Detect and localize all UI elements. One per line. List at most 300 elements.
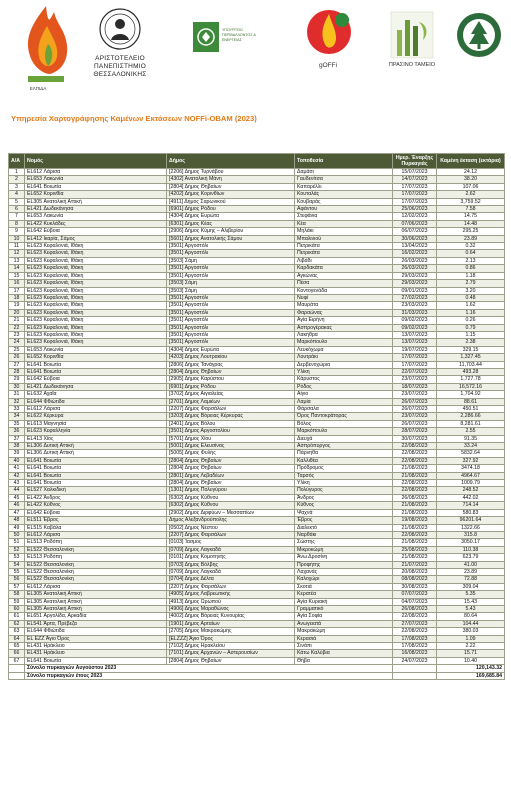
row-start-date: 13/04/2023: [393, 243, 437, 250]
row-municipality: [3501] Αργοστόλι: [167, 331, 295, 338]
table-row: [9, 598, 505, 605]
row-municipality: [2804] Δήμος Θηβαίων: [167, 183, 295, 190]
table-row: [9, 643, 505, 650]
table-row: [9, 383, 505, 390]
page-title: Υπηρεσία Χαρτογράφησης Καμένων Εκτάσεων NOFFi-OBAM (2023): [11, 114, 257, 123]
row-index: 38: [9, 443, 25, 450]
row-start-date: 26/08/2023: [393, 605, 437, 612]
row-index: 12: [9, 250, 25, 257]
table-row: [9, 576, 505, 583]
row-location: Νυφί: [295, 294, 393, 301]
row-municipality: [2401] Δήμος Βόλου: [167, 420, 295, 427]
row-location: Σώστης: [295, 539, 393, 546]
row-municipality: [3501] Αργοστόλι: [167, 339, 295, 346]
row-index: 39: [9, 450, 25, 457]
row-location: Ρόδος: [295, 383, 393, 390]
row-prefecture: EL522 Θεσσαλονίκη: [25, 568, 167, 575]
row-location: Δερβενοχώρια: [295, 361, 393, 368]
row-index: 24: [9, 339, 25, 346]
row-start-date: 30/06/2023: [393, 235, 437, 242]
row-index: 10: [9, 235, 25, 242]
row-start-date: 27/02/2023: [393, 294, 437, 301]
row-prefecture: EL623 Κεφαλονιά, Ιθάκη: [25, 243, 167, 250]
row-prefecture: EL306 Δυτική Αττική: [25, 450, 167, 457]
total-spacer: [9, 665, 25, 672]
table-row: [9, 331, 505, 338]
row-index: 48: [9, 517, 25, 524]
table-row: [9, 309, 505, 316]
row-prefecture: EL612 Λάρισα: [25, 583, 167, 590]
row-prefecture: EL642 Εύβοια: [25, 228, 167, 235]
row-start-date: 22/08/2023: [393, 443, 437, 450]
row-index: 58: [9, 591, 25, 598]
row-burned-area: 107.06: [437, 183, 505, 190]
row-start-date: 26/07/2023: [393, 406, 437, 413]
table-row: [9, 465, 505, 472]
row-municipality: [2806] Δήμος Τανάγρας: [167, 361, 295, 368]
row-index: 52: [9, 546, 25, 553]
row-prefecture: EL527 Χαλκιδική: [25, 487, 167, 494]
table-row: [9, 250, 505, 257]
row-location: Προφήτης: [295, 561, 393, 568]
table-row: [9, 531, 505, 538]
row-prefecture: EL653 Λακωνία: [25, 346, 167, 353]
table-row: [9, 280, 505, 287]
row-burned-area: 110.38: [437, 546, 505, 553]
row-municipality: [3501] Αργοστόλι: [167, 272, 295, 279]
row-location: Φάρσαλα: [295, 406, 393, 413]
row-start-date: 08/08/2023: [393, 576, 437, 583]
row-prefecture: EL305 Ανατολική Αττική: [25, 198, 167, 205]
table-row: [9, 517, 505, 524]
row-start-date: 17/08/2023: [393, 643, 437, 650]
row-location: Κερασιά: [295, 635, 393, 642]
row-index: 23: [9, 331, 25, 338]
row-prefecture: EL644 Φθιώτιδα: [25, 398, 167, 405]
row-start-date: 14/07/2023: [393, 176, 437, 183]
row-start-date: 31/03/2023: [393, 309, 437, 316]
total-row-year: [9, 672, 505, 679]
table-row: [9, 265, 505, 272]
row-burned-area: 309.04: [437, 583, 505, 590]
row-prefecture: EL513 Ροδόπη: [25, 539, 167, 546]
row-prefecture: EL305 Ανατολική Αττική: [25, 605, 167, 612]
row-location: Κουταλάς: [295, 191, 393, 198]
row-start-date: 21/07/2023: [393, 561, 437, 568]
row-start-date: 09/01/2023: [393, 287, 437, 294]
row-location: Κοντογενάδα: [295, 287, 393, 294]
row-start-date: 23/07/2023: [393, 376, 437, 383]
col-header-burned-area: Καμένη έκταση (εκτάρια): [437, 154, 505, 169]
row-municipality: [2705] Δήμος Μακρακώμης: [167, 628, 295, 635]
row-location: Λακήθρα: [295, 331, 393, 338]
table-row: [9, 169, 505, 176]
row-start-date: 17/07/2023: [393, 361, 437, 368]
row-burned-area: 1.15: [437, 331, 505, 338]
row-index: 9: [9, 228, 25, 235]
table-row: [9, 354, 505, 361]
table-row: [9, 317, 505, 324]
row-burned-area: 1.16: [437, 309, 505, 316]
table-row: [9, 635, 505, 642]
table-row: [9, 176, 505, 183]
row-location: Μαρκόπουλο: [295, 428, 393, 435]
row-index: 13: [9, 257, 25, 264]
row-burned-area: 88.61: [437, 398, 505, 405]
table-row: [9, 494, 505, 501]
row-start-date: 22/08/2023: [393, 613, 437, 620]
row-municipality: [2804] Δήμος Θηβαίων: [167, 657, 295, 664]
elpida-logo: [20, 4, 72, 84]
row-municipality: [5601] Δήμος Ανατολικής Σάμου: [167, 235, 295, 242]
row-municipality: [3503] Σάμη: [167, 287, 295, 294]
row-start-date: 09/02/2023: [393, 324, 437, 331]
row-prefecture: EL623 Κεφαλονιά, Ιθάκη: [25, 280, 167, 287]
row-burned-area: 0.64: [437, 250, 505, 257]
row-municipality: [2804] Δήμος Θηβαίων: [167, 368, 295, 375]
row-index: 64: [9, 635, 25, 642]
table-row: [9, 480, 505, 487]
row-location: Πολύγυρος: [295, 487, 393, 494]
row-prefecture: EL623 Κεφαλονιά, Ιθάκη: [25, 294, 167, 301]
row-prefecture: EL641 Βοιωτία: [25, 465, 167, 472]
row-location: Μπαλινιού: [295, 235, 393, 242]
row-prefecture: EL651 Αργολίδα, Αρκαδία: [25, 613, 167, 620]
row-start-date: 23/07/2023: [393, 391, 437, 398]
row-prefecture: EL623 Κεφαλονιά, Ιθάκη: [25, 339, 167, 346]
row-location: Σκοτιά: [295, 583, 393, 590]
row-index: 26: [9, 354, 25, 361]
row-prefecture: EL623 Κεφαλονιά, Ιθάκη: [25, 324, 167, 331]
row-prefecture: EL422 Κύθνος: [25, 502, 167, 509]
row-prefecture: EL623 Κεφαλονιά, Ιθάκη: [25, 265, 167, 272]
row-prefecture: EL612 Λάρισα: [25, 169, 167, 176]
row-municipality: [3501] Αργοστόλι: [167, 309, 295, 316]
row-index: 34: [9, 413, 25, 420]
row-location: Μαρκόπουλο: [295, 339, 393, 346]
row-location: Ανωγειατά: [295, 620, 393, 627]
row-burned-area: 38.20: [437, 176, 505, 183]
row-location: Καλλιθέα: [295, 457, 393, 464]
row-municipality: [2206] Δήμος Τυρνάβου: [167, 169, 295, 176]
row-municipality: [0103] Ίασμος: [167, 539, 295, 546]
row-start-date: 22/07/2023: [393, 368, 437, 375]
total-value-august: 120,143.32: [437, 665, 505, 672]
row-burned-area: 1322.66: [437, 524, 505, 531]
row-burned-area: 24.12: [437, 169, 505, 176]
row-start-date: 27/07/2023: [393, 620, 437, 627]
row-burned-area: 41.00: [437, 561, 505, 568]
row-prefecture: EL412 Ικαρία, Σάμος: [25, 235, 167, 242]
row-prefecture: EL522 Θεσσαλονίκη: [25, 546, 167, 553]
row-start-date: 28/07/2023: [393, 428, 437, 435]
row-municipality: [0703] Δήμος Βόλβης: [167, 561, 295, 568]
row-prefecture: EL623 Κεφαλονιά, Ιθάκη: [25, 272, 167, 279]
row-location: Μικροκώμη: [295, 546, 393, 553]
table-row: [9, 591, 505, 598]
row-start-date: 17/07/2023: [393, 183, 437, 190]
row-prefecture: EL522 Θεσσαλονίκη: [25, 561, 167, 568]
row-index: 41: [9, 465, 25, 472]
row-municipality: [7101] Δήμος Αρχανών – Αστερουσίων: [167, 650, 295, 657]
row-prefecture: EL541 Άρτα, Πρέβεζα: [25, 620, 167, 627]
table-row: [9, 368, 505, 375]
logo-bar: [0, 0, 511, 100]
row-burned-area: 295.25: [437, 228, 505, 235]
row-burned-area: 15.71: [437, 650, 505, 657]
forest-service-logo: [456, 12, 502, 58]
col-header-municipality: Δήμος: [167, 154, 295, 169]
row-burned-area: 1.09: [437, 635, 505, 642]
row-burned-area: 3474.18: [437, 465, 505, 472]
row-burned-area: 2.38: [437, 339, 505, 346]
row-start-date: 13/07/2023: [393, 331, 437, 338]
row-burned-area: 1,727.78: [437, 376, 505, 383]
row-index: 8: [9, 220, 25, 227]
table-row: [9, 657, 505, 664]
row-location: Άνω Δροσίνη: [295, 554, 393, 561]
row-prefecture: EL652 Κορινθία: [25, 191, 167, 198]
table-row: [9, 450, 505, 457]
row-start-date: 29/03/2023: [393, 272, 437, 279]
row-index: 11: [9, 243, 25, 250]
row-index: 27: [9, 361, 25, 368]
row-prefecture: EL641 Βοιωτία: [25, 368, 167, 375]
row-municipality: [4905] Δήμος Λαβρεωτικής: [167, 591, 295, 598]
row-burned-area: 2.13: [437, 257, 505, 264]
auth-logo: [99, 8, 141, 50]
row-burned-area: 714.14: [437, 502, 505, 509]
row-index: 33: [9, 406, 25, 413]
row-start-date: 22/08/2023: [393, 487, 437, 494]
row-municipality: [4203] Δήμος Λουτρακίου: [167, 354, 295, 361]
row-index: 22: [9, 324, 25, 331]
row-burned-area: 1009.79: [437, 480, 505, 487]
row-start-date: 22/08/2023: [393, 480, 437, 487]
row-burned-area: 0.86: [437, 265, 505, 272]
row-location: Κάρυστος: [295, 376, 393, 383]
row-location: Πέσα: [295, 280, 393, 287]
row-index: 18: [9, 294, 25, 301]
row-burned-area: 23.89: [437, 235, 505, 242]
row-index: 32: [9, 398, 25, 405]
table-row: [9, 568, 505, 575]
row-location: Ναρθάκι: [295, 531, 393, 538]
row-index: 67: [9, 657, 25, 664]
row-prefecture: EL623 Κεφαλληνία: [25, 428, 167, 435]
row-prefecture: EL623 Κεφαλονιά, Ιθάκη: [25, 257, 167, 264]
row-burned-area: 0.79: [437, 324, 505, 331]
row-index: 30: [9, 383, 25, 390]
row-location: Λιβάδι: [295, 257, 393, 264]
row-burned-area: 72.88: [437, 576, 505, 583]
row-location: Μηλάκι: [295, 228, 393, 235]
row-municipality: [3501] Δήμος Αργοστολίου: [167, 428, 295, 435]
row-prefecture: EL421 Δωδεκάνησα: [25, 383, 167, 390]
row-burned-area: 3050.17: [437, 539, 505, 546]
row-prefecture: EL511 Έβρος: [25, 517, 167, 524]
row-start-date: 22/08/2023: [393, 450, 437, 457]
table-row: [9, 435, 505, 442]
row-location: Λαμία: [295, 398, 393, 405]
goffi-logo: [304, 6, 354, 62]
row-location: Κουβαράς: [295, 198, 393, 205]
table-row: [9, 650, 505, 657]
table-body: [9, 169, 505, 665]
row-burned-area: 8,281.61: [437, 420, 505, 427]
row-municipality: [5701] Δήμος Χίου: [167, 435, 295, 442]
row-burned-area: 7.58: [437, 206, 505, 213]
row-location: Κύθνος: [295, 502, 393, 509]
row-prefecture: EL EZZ Άγιο Όρος: [25, 635, 167, 642]
goffi-caption: gOFFi: [318, 62, 338, 69]
table-row: [9, 628, 505, 635]
row-start-date: 17/07/2023: [393, 198, 437, 205]
row-location: Αφάντου: [295, 206, 393, 213]
row-prefecture: EL653 Λακωνία: [25, 213, 167, 220]
row-location: Βόλος: [295, 420, 393, 427]
row-location: Υλίκη: [295, 368, 393, 375]
row-burned-area: 2.79: [437, 280, 505, 287]
row-municipality: [4302] Ανατολική Μάνη: [167, 176, 295, 183]
row-municipality: [3503] Σάμη: [167, 280, 295, 287]
row-municipality: [0101] Δήμος Κομοτηνής: [167, 554, 295, 561]
row-municipality: [0502] Δήμος Νέστου: [167, 524, 295, 531]
col-header-prefecture: Νομός: [25, 154, 167, 169]
auth-caption-2: ΠΑΝΕΠΙΣΤΗΜΙΟ: [94, 63, 146, 70]
row-start-date: 26/08/2023: [393, 494, 437, 501]
row-burned-area: 16,572.16: [437, 383, 505, 390]
row-prefecture: EL623 Κεφαλονιά, Ιθάκη: [25, 317, 167, 324]
row-location: Πάρνηθα: [295, 450, 393, 457]
row-prefecture: EL431 Ηράκλειο: [25, 650, 167, 657]
table-row: [9, 346, 505, 353]
row-municipality: [2207] Δήμος Φαρσάλων: [167, 406, 295, 413]
table-row: [9, 457, 505, 464]
row-index: 62: [9, 620, 25, 627]
row-municipality: [0704] Δήμος Δέλτα: [167, 576, 295, 583]
row-location: Κέα: [295, 220, 393, 227]
row-location: Αγία Σοφία: [295, 613, 393, 620]
row-municipality: [6302] Δήμος Κύθνου: [167, 502, 295, 509]
row-index: 1: [9, 169, 25, 176]
auth-caption-3: ΘΕΣΣΑΛΟΝΙΚΗΣ: [93, 71, 147, 78]
row-start-date: 26/03/2023: [393, 257, 437, 264]
row-municipality: [ELZZZ] Άγιο Όρος: [167, 635, 295, 642]
row-municipality: [6302] Δήμος Κύθνου: [167, 494, 295, 501]
row-index: 31: [9, 391, 25, 398]
row-start-date: 04/07/2023: [393, 598, 437, 605]
row-prefecture: EL641 Βοιωτία: [25, 472, 167, 479]
row-index: 61: [9, 613, 25, 620]
row-index: 65: [9, 643, 25, 650]
table-row: [9, 605, 505, 612]
table-row: [9, 509, 505, 516]
table-row: [9, 191, 505, 198]
row-prefecture: EL422 Άνδρος: [25, 494, 167, 501]
row-burned-area: 0.32: [437, 243, 505, 250]
row-location: Κάτω Καλύβια: [295, 650, 393, 657]
row-start-date: 07/06/2023: [393, 220, 437, 227]
row-index: 35: [9, 420, 25, 427]
row-location: Πρόδρομος: [295, 465, 393, 472]
row-start-date: 12/02/2023: [393, 213, 437, 220]
row-burned-area: 2,286.66: [437, 413, 505, 420]
table-footer: [9, 665, 505, 680]
row-municipality: [3501] Αργοστόλι: [167, 250, 295, 257]
row-start-date: 24/07/2023: [393, 657, 437, 664]
row-index: 46: [9, 502, 25, 509]
row-prefecture: EL422 Κυκλάδες: [25, 220, 167, 227]
row-burned-area: 10.40: [437, 657, 505, 664]
row-index: 59: [9, 598, 25, 605]
row-index: 7: [9, 213, 25, 220]
col-header-start-date: Ημερ. Έναρξης Πυρκαγιάς: [393, 154, 437, 169]
table-row: [9, 228, 505, 235]
row-burned-area: 442.02: [437, 494, 505, 501]
row-location: Θήβα: [295, 657, 393, 664]
row-index: 20: [9, 309, 25, 316]
total-spacer: [393, 665, 437, 672]
row-burned-area: 11,703.44: [437, 361, 505, 368]
row-start-date: 18/07/2023: [393, 383, 437, 390]
row-municipality: [6901] Δήμος Ρόδου: [167, 383, 295, 390]
table-row: [9, 198, 505, 205]
row-burned-area: 91.35: [437, 435, 505, 442]
row-start-date: 21/08/2023: [393, 502, 437, 509]
row-location: Λουτράκι: [295, 354, 393, 361]
row-burned-area: 2.62: [437, 191, 505, 198]
row-municipality: [2207] Δήμος Φαρσάλων: [167, 583, 295, 590]
table-row: [9, 220, 505, 227]
row-start-date: 13/07/2023: [393, 339, 437, 346]
row-burned-area: 96201.64: [437, 517, 505, 524]
row-location: Πετρικάτα: [295, 250, 393, 257]
table-row: [9, 243, 505, 250]
row-burned-area: 3,759.52: [437, 198, 505, 205]
row-prefecture: EL641 Βοιωτία: [25, 657, 167, 664]
row-start-date: 25/06/2023: [393, 206, 437, 213]
row-prefecture: EL652 Κορινθία: [25, 354, 167, 361]
row-burned-area: 380.03: [437, 628, 505, 635]
table-row: [9, 428, 505, 435]
row-index: 19: [9, 302, 25, 309]
row-start-date: 21/08/2023: [393, 465, 437, 472]
row-prefecture: EL632 Αχαΐα: [25, 391, 167, 398]
row-municipality: [3501] Αργοστόλι: [167, 317, 295, 324]
table-row: [9, 472, 505, 479]
row-start-date: 22/08/2023: [393, 628, 437, 635]
row-municipality: [2902] Δήμος Διρφύων – Μεσσαπίων: [167, 509, 295, 516]
row-index: 37: [9, 435, 25, 442]
row-municipality: [3503] Σάμη: [167, 257, 295, 264]
row-start-date: 30/07/2023: [393, 435, 437, 442]
row-start-date: 22/08/2023: [393, 531, 437, 538]
row-start-date: 23/07/2023: [393, 413, 437, 420]
total-row-august: [9, 665, 505, 672]
row-municipality: [0709] Δήμος Λαγκαδά: [167, 568, 295, 575]
row-index: 66: [9, 650, 25, 657]
row-index: 55: [9, 568, 25, 575]
row-burned-area: 0.48: [437, 294, 505, 301]
green-fund-caption: ΠΡΑΣΙΝΟ ΤΑΜΕΙΟ: [388, 62, 436, 68]
table-row: [9, 294, 505, 301]
row-location: Μακρακώμη: [295, 628, 393, 635]
row-municipality: [2906] Δήμος Κύμης – Αλιβερίου: [167, 228, 295, 235]
row-location: Αγία Ειρήνη: [295, 317, 393, 324]
row-burned-area: 5.43: [437, 605, 505, 612]
row-prefecture: EL622 Κέρκυρα: [25, 413, 167, 420]
